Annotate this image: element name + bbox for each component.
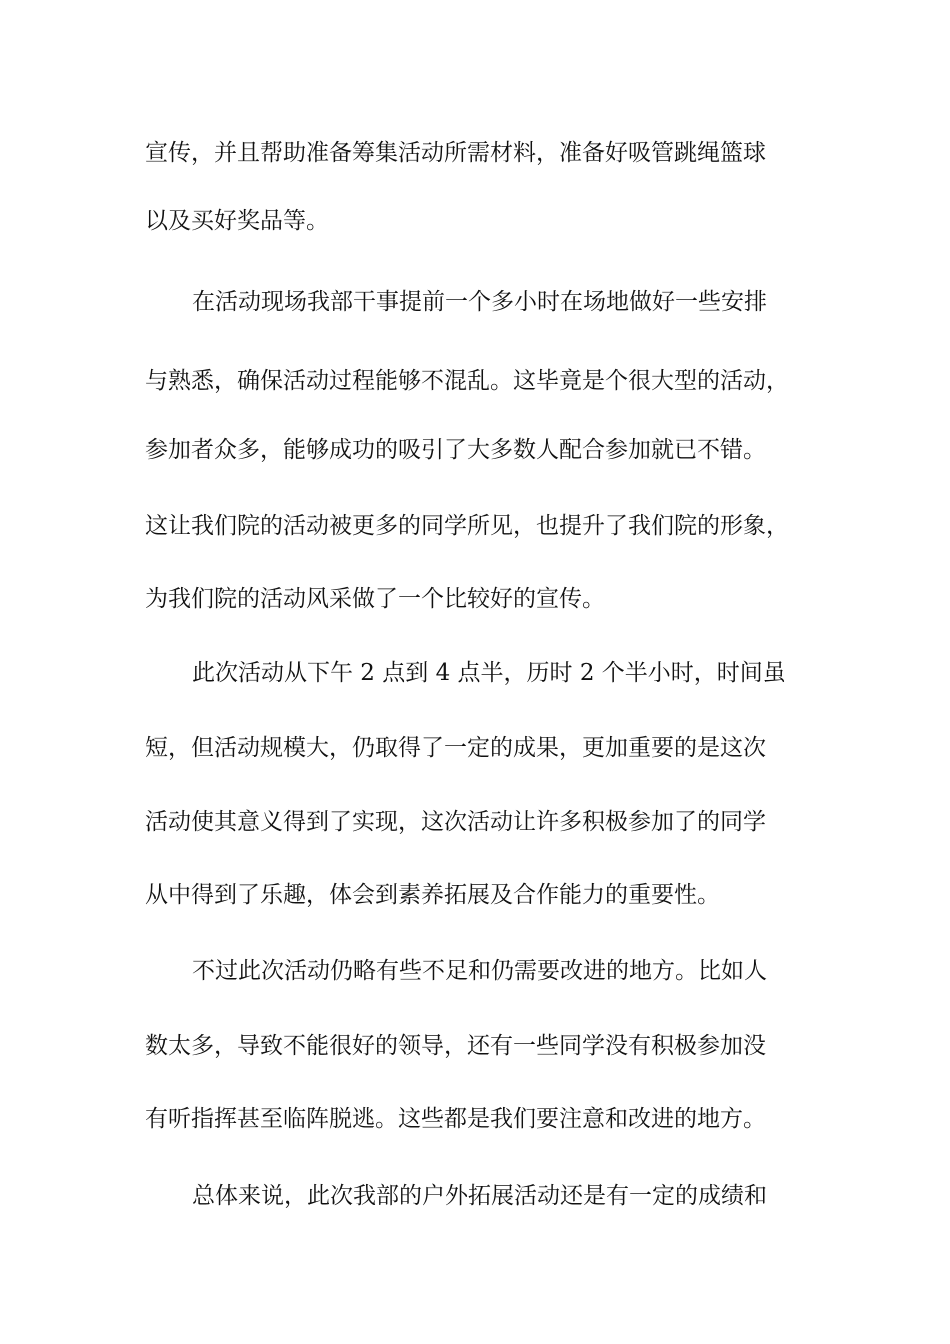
paragraph-start-line: 总体来说，此次我部的户外拓展活动还是有一定的成绩和	[192, 1183, 767, 1209]
paragraph-start-line: 不过此次活动仍略有些不足和仍需要改进的地方。比如人	[192, 958, 767, 984]
text-line: 有听指挥甚至临阵脱逃。这些都是我们要注意和改进的地方。	[145, 1106, 766, 1132]
text-line: 活动使其意义得到了实现，这次活动让许多积极参加了的同学	[145, 809, 766, 835]
text-line: 短，但活动规模大，仍取得了一定的成果，更加重要的是这次	[145, 735, 766, 761]
paragraph-start-line: 在活动现场我部干事提前一个多小时在场地做好一些安排	[192, 289, 767, 315]
text-line: 数太多，导致不能很好的领导，还有一些同学没有积极参加没	[145, 1033, 766, 1059]
text-line: 与熟悉，确保活动过程能够不混乱。这毕竟是个很大型的活动，	[145, 368, 789, 394]
text-line: 这让我们院的活动被更多的同学所见，也提升了我们院的形象，	[145, 513, 789, 539]
text-line: 从中得到了乐趣，体会到素养拓展及合作能力的重要性。	[145, 882, 720, 908]
text-line: 为我们院的活动风采做了一个比较好的宣传。	[145, 586, 605, 612]
paragraph-start-line: 此次活动从下午 2 点到 4 点半，历时 2 个半小时，时间虽	[192, 660, 786, 686]
text-line: 宣传，并且帮助准备筹集活动所需材料，准备好吸管跳绳篮球	[145, 140, 766, 166]
text-line: 参加者众多，能够成功的吸引了大多数人配合参加就已不错。	[145, 437, 766, 463]
text-line: 以及买好奖品等。	[145, 208, 329, 234]
